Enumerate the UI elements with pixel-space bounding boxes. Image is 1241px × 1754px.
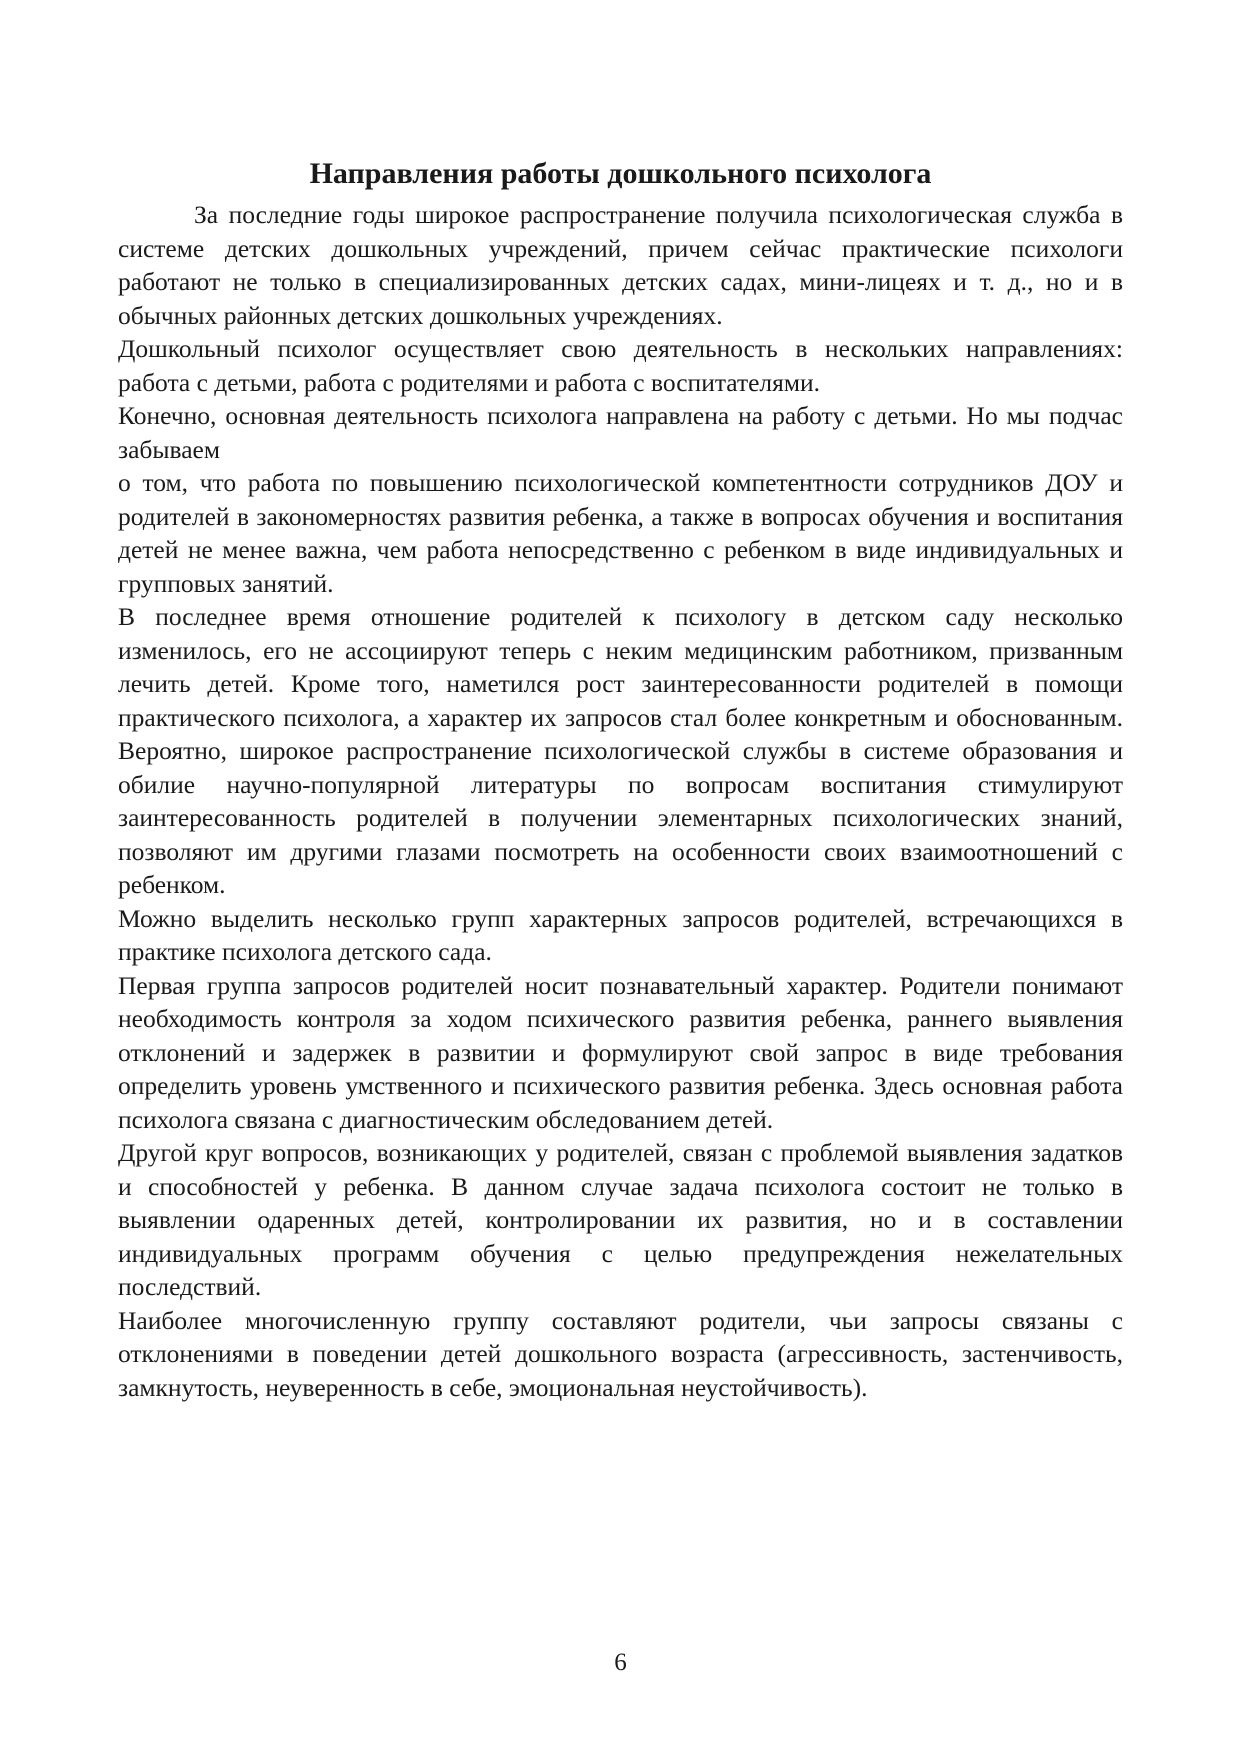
paragraph-competence: о том, что работа по повышению психологической компетентности сотрудников ДОУ и родителей в закономерностях развития ребенка, а также в вопросах обучения и воспитания детей не менее важна, чем работа непосредственно с ребенком в виде индивидуальных и групповых занятий. (118, 468, 1123, 598)
paragraph-first-group: Первая группа запросов родителей носит познавательный характер. Родители понимают необходимость контроля за ходом психического развития ребенка, раннего выявления отклонений и задержек в развитии и формулируют свой запрос в виде требования определить уровень умственного и психического развития ребенка. Здесь основная работа психолога связана с диагностическим обследованием детей. (118, 970, 1123, 1134)
paragraph-intro: За последние годы широкое распространение получила психологическая служба в системе детских дошкольных учреждений, причем сейчас практические психологи работают не только в специализированных детских садах, мини-лицеях и т. д., но и в обычных районных детских дошкольных учреждениях. (118, 200, 1123, 330)
paragraph-directions: Дошкольный психолог осуществляет свою деятельность в нескольких направлениях: работа с детьми, работа с родителями и работа с воспитателями. (118, 334, 1123, 397)
paragraph-behavior: Наиболее многочисленную группу составляют родители, чьи запросы связаны с отклонениями в поведении детей дошкольного возраста (агрессивность, застенчивость, замкнутость, неуверенность в себе, эмоциональная неустойчивость). (118, 1305, 1123, 1402)
paragraph-parents-attitude: В последнее время отношение родителей к психологу в детском саду несколько изменилось, его не ассоциируют теперь с неким медицинским работником, призванным лечить детей. Кроме того, наметился рост заинтересованности родителей в помощи практического психолога, а характер их запросов стал более конкретным и обоснованным. Вероятно, широкое распространение психологической службы в системе образования и обилие научно-популярной литературы по вопросам воспитания стимулируют заинтересованность родителей в получении элементарных психологических знаний, позволяют им другими глазами посмотреть на особенности своих взаимоотношений с ребенком. (118, 602, 1123, 899)
body-text (118, 198, 1123, 1404)
paragraph-main-activity: Конечно, основная деятельность психолога направлена на работу с детьми. Но мы подчас забываем (118, 401, 1123, 464)
paragraph-abilities: Другой круг вопросов, возникающих у родителей, связан с проблемой выявления задатков и способностей у ребенка. В данном случае задача психолога состоит не только в выявлении одаренных детей, контролировании их развития, но и в составлении индивидуальных программ обучения с целью предупреждения нежелательных последствий. (118, 1138, 1123, 1301)
page-number: 6 (614, 1649, 627, 1676)
paragraph-request-groups: Можно выделить несколько групп характерных запросов родителей, встречающихся в практике психолога детского сада. (118, 903, 1123, 966)
page-title: Направления работы дошкольного психолога (309, 157, 932, 190)
